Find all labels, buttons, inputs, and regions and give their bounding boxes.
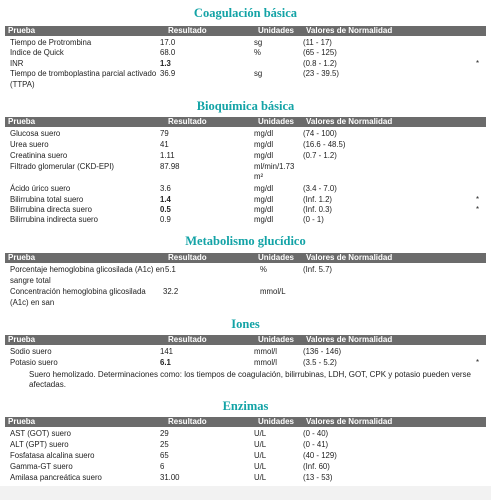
test-unit: mmol/l xyxy=(254,347,277,356)
test-reference: (0 - 1) xyxy=(303,215,324,224)
section-title-metabolismo: Metabolismo glucídico xyxy=(185,234,306,248)
header-prueba: Prueba xyxy=(8,417,36,426)
test-name: Concentración hemoglobina glicosilada xyxy=(10,287,146,296)
table-row xyxy=(5,451,486,460)
test-name: (A1c) en san xyxy=(10,298,55,307)
test-reference: (16.6 - 48.5) xyxy=(303,140,346,149)
table-row xyxy=(5,48,486,57)
test-reference: (Inf. 60) xyxy=(303,462,330,471)
test-unit: U/L xyxy=(254,451,267,460)
test-name: ALT (GPT) suero xyxy=(10,440,69,449)
test-reference: (3.5 - 5.2) xyxy=(303,358,337,367)
test-name: Filtrado glomerular (CKD-EPI) xyxy=(10,162,114,171)
table-header xyxy=(5,335,486,345)
table-row xyxy=(5,184,486,193)
table-row xyxy=(5,429,486,438)
test-reference: (11 - 17) xyxy=(303,38,332,47)
test-reference: (Inf. 0.3) xyxy=(303,205,333,214)
test-reference: (3.4 - 7.0) xyxy=(303,184,337,193)
test-unit: m² xyxy=(254,172,264,181)
table-row xyxy=(5,287,486,296)
test-result: 6.1 xyxy=(160,358,171,367)
table-row xyxy=(5,162,486,171)
header-valores: Valores de Normalidad xyxy=(306,26,393,35)
table-row xyxy=(5,59,486,68)
table-row xyxy=(5,69,486,78)
test-name: INR xyxy=(10,59,24,68)
test-name: Indice de Quick xyxy=(10,48,64,57)
test-name: Bilirrubina directa suero xyxy=(10,205,92,214)
test-unit: mg/dl xyxy=(254,129,274,138)
test-result: 79 xyxy=(160,129,169,138)
test-reference: (Inf. 1.2) xyxy=(303,195,333,204)
table-header xyxy=(5,417,486,427)
test-reference: (13 - 53) xyxy=(303,473,333,482)
test-name: Bilirrubina total suero xyxy=(10,195,84,204)
test-unit: mg/dl xyxy=(254,140,274,149)
table-row xyxy=(5,347,486,356)
test-unit: U/L xyxy=(254,462,267,471)
test-result: 1.3 xyxy=(160,59,171,68)
test-unit: sg xyxy=(254,69,263,78)
header-resultado: Resultado xyxy=(168,117,207,126)
test-unit: U/L xyxy=(254,440,267,449)
table-row xyxy=(5,205,486,214)
table-row xyxy=(5,358,486,367)
header-unidades: Unidades xyxy=(258,253,295,262)
header-prueba: Prueba xyxy=(8,253,36,262)
page-bottom-shade xyxy=(0,486,491,500)
test-result: 87.98 xyxy=(160,162,180,171)
table-row xyxy=(5,151,486,160)
test-unit: mg/dl xyxy=(254,195,274,204)
section-title-iones: Iones xyxy=(231,317,260,331)
test-name: Fosfatasa alcalina suero xyxy=(10,451,95,460)
test-result: 5.1 xyxy=(165,265,176,274)
test-unit: mg/dl xyxy=(254,184,274,193)
table-header xyxy=(5,26,486,36)
test-unit: U/L xyxy=(254,429,267,438)
test-unit: mmol/L xyxy=(260,287,286,296)
test-name: Glucosa suero xyxy=(10,129,61,138)
test-result: 6 xyxy=(160,462,165,471)
table-row xyxy=(5,38,486,47)
header-valores: Valores de Normalidad xyxy=(306,335,393,344)
test-reference: (23 - 39.5) xyxy=(303,69,339,78)
test-result: 32.2 xyxy=(163,287,179,296)
header-unidades: Unidades xyxy=(258,335,295,344)
header-prueba: Prueba xyxy=(8,117,36,126)
test-name: Bilirrubina indirecta suero xyxy=(10,215,98,224)
test-unit: mmol/l xyxy=(254,358,277,367)
table-row xyxy=(5,140,486,149)
table-row xyxy=(5,215,486,224)
header-resultado: Resultado xyxy=(168,335,207,344)
test-result: 3.6 xyxy=(160,184,171,193)
table-row-continuation xyxy=(5,80,486,89)
test-reference: (74 - 100) xyxy=(303,129,337,138)
test-name: Gamma-GT suero xyxy=(10,462,73,471)
test-reference: (0.7 - 1.2) xyxy=(303,151,337,160)
header-unidades: Unidades xyxy=(258,417,295,426)
test-name: Tiempo de Protrombina xyxy=(10,38,92,47)
test-name: Creatinina suero xyxy=(10,151,68,160)
test-result: 1.11 xyxy=(160,151,175,160)
header-resultado: Resultado xyxy=(168,417,207,426)
test-reference: (136 - 146) xyxy=(303,347,342,356)
test-reference: (0.8 - 1.2) xyxy=(303,59,337,68)
test-reference: (Inf. 5.7) xyxy=(303,265,333,274)
header-resultado: Resultado xyxy=(168,26,207,35)
test-unit: mg/dl xyxy=(254,151,274,160)
table-row xyxy=(5,195,486,204)
test-result: 68.0 xyxy=(160,48,176,57)
table-row-continuation xyxy=(5,276,486,285)
test-unit: mg/dl xyxy=(254,205,274,214)
test-result: 65 xyxy=(160,451,169,460)
test-result: 29 xyxy=(160,429,169,438)
test-unit: % xyxy=(260,265,267,274)
abnormal-flag: * xyxy=(476,358,480,367)
test-name: Sodio suero xyxy=(10,347,52,356)
abnormal-flag: * xyxy=(476,195,480,204)
test-name: Amilasa pancreática suero xyxy=(10,473,102,482)
table-header xyxy=(5,253,486,263)
abnormal-flag: * xyxy=(476,205,480,214)
test-result: 25 xyxy=(160,440,169,449)
test-reference: (0 - 41) xyxy=(303,440,329,449)
test-result: 0.9 xyxy=(160,215,171,224)
test-name: Ácido úrico suero xyxy=(10,184,71,193)
header-unidades: Unidades xyxy=(258,117,295,126)
table-header xyxy=(5,117,486,127)
test-unit: mg/dl xyxy=(254,215,274,224)
table-row-continuation xyxy=(5,298,486,307)
test-result: 1.4 xyxy=(160,195,171,204)
table-row-continuation xyxy=(5,172,486,181)
test-reference: (0 - 40) xyxy=(303,429,329,438)
test-name: (TTPA) xyxy=(10,80,35,89)
test-unit: sg xyxy=(254,38,263,47)
test-name: Tiempo de tromboplastina parcial activado xyxy=(10,69,157,78)
test-name: sangre total xyxy=(10,276,51,285)
header-valores: Valores de Normalidad xyxy=(306,253,393,262)
hemolysis-note: Suero hemolizado. Determinaciones como: los tiempos de coagulación, bilirrubinas, LDH, GOT, CPK y potasio pueden verse afectadas. xyxy=(29,370,471,389)
test-result: 17.0 xyxy=(160,38,176,47)
test-unit: U/L xyxy=(254,473,267,482)
table-row xyxy=(5,129,486,138)
table-row xyxy=(5,265,486,274)
table-row xyxy=(5,473,486,482)
header-prueba: Prueba xyxy=(8,26,36,35)
header-valores: Valores de Normalidad xyxy=(306,417,393,426)
section-title-coagulacion: Coagulación básica xyxy=(193,6,298,20)
header-resultado: Resultado xyxy=(168,253,207,262)
table-row xyxy=(5,462,486,471)
section-title-bioquimica: Bioquímica básica xyxy=(196,99,295,113)
table-row xyxy=(5,440,486,449)
test-result: 31.00 xyxy=(160,473,180,482)
section-title-enzimas: Enzimas xyxy=(222,399,269,413)
test-result: 41 xyxy=(160,140,169,149)
abnormal-flag: * xyxy=(476,59,480,68)
test-result: 141 xyxy=(160,347,174,356)
test-reference: (40 - 129) xyxy=(303,451,337,460)
test-result: 0.5 xyxy=(160,205,171,214)
header-valores: Valores de Normalidad xyxy=(306,117,393,126)
header-unidades: Unidades xyxy=(258,26,295,35)
test-name: AST (GOT) suero xyxy=(10,429,71,438)
test-reference: (65 - 125) xyxy=(303,48,337,57)
test-result: 36.9 xyxy=(160,69,176,78)
test-unit: % xyxy=(254,48,261,57)
header-prueba: Prueba xyxy=(8,335,36,344)
test-name: Urea suero xyxy=(10,140,49,149)
test-name: Porcentaje hemoglobina glicosilada (A1c) en xyxy=(10,265,165,274)
test-unit: ml/min/1.73 xyxy=(254,162,295,171)
test-name: Potasio suero xyxy=(10,358,58,367)
